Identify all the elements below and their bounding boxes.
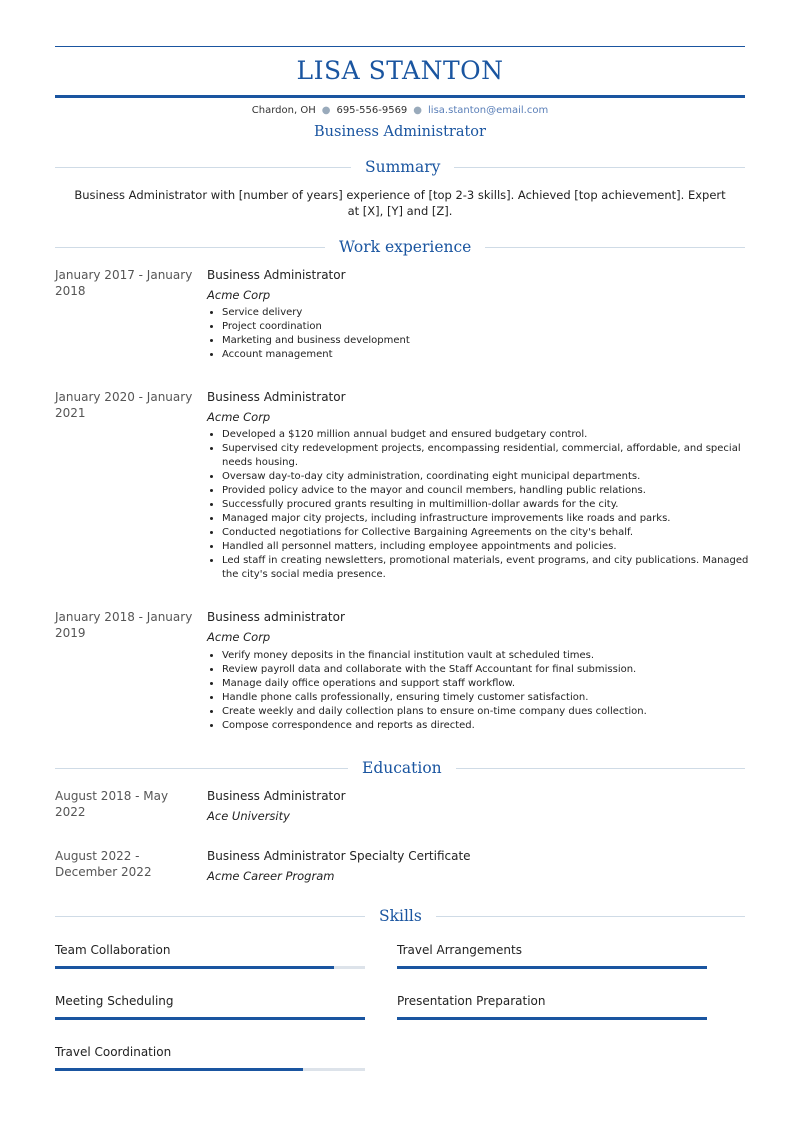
section-title: Summary [351,157,454,177]
list-item: • Account management [222,348,762,362]
skill-label: Team Collaboration [55,943,171,957]
list-item: • Compose correspondence and reports as directed. [222,719,762,733]
work-role: Business Administrator [207,390,346,404]
skill-bar-fill [397,966,707,969]
section-header-summary [55,157,745,177]
list-item: • Project coordination [222,320,762,334]
section-header-skills [55,906,745,926]
section-header-education [55,758,745,778]
separator-dot-icon: ● [321,105,331,116]
section-title: Work experience [325,237,485,257]
work-org: Acme Corp [207,288,271,302]
list-item: • Successfully procured grants resulting in multimillion-dollar awards for the city. [222,498,762,512]
contact-line [0,105,800,116]
list-item: • Service delivery [222,306,762,320]
skill-bar-track [55,966,365,969]
skill-label: Meeting Scheduling [55,994,174,1008]
work-org: Acme Corp [207,410,271,424]
email-link[interactable]: lisa.stanton@email.com [428,105,549,116]
skill-item [397,942,707,958]
work-date: January 2017 - January 2018 [55,268,193,298]
skill-bar-fill [55,1017,365,1020]
list-item: • Supervised city redevelopment projects, encompassing residential, commercial, affordable, and special needs housing. [222,442,762,470]
list-item: • Review payroll data and collaborate with the Staff Accountant for final submission. [222,663,762,677]
work-date: January 2020 - January 2021 [55,390,193,420]
list-item: • Verify money deposits in the financial institution vault at scheduled times. [222,649,762,663]
phone: 695-556-9569 [336,105,408,116]
list-item: • Create weekly and daily collection plans to ensure on-time company dues collection. [222,705,762,719]
education-date: August 2022 - December 2022 [55,849,152,879]
skill-bar-fill [55,966,334,969]
education-school: Ace University [207,809,290,823]
education-date: August 2018 - May 2022 [55,789,169,819]
skill-bar-track [397,966,707,969]
skill-label: Presentation Preparation [397,994,546,1008]
top-rule [55,46,745,47]
section-header-work [55,237,745,257]
summary-text: Business Administrator with [number of years] experience of [top 2-3 skills]. Achieved [top achievement]. Expert at [X], [Y] and [Z]. [74,188,726,218]
work-bullets [207,428,762,582]
work-role: Business administrator [207,610,345,624]
work-org: Acme Corp [207,630,271,644]
skill-bar-track [55,1017,365,1020]
skill-label: Travel Arrangements [397,943,522,957]
skill-bar-fill [55,1068,303,1071]
job-title: Business Administrator [314,124,486,140]
list-item: • Oversaw day-to-day city administration, coordinating eight municipal departments. [222,470,762,484]
skill-item [397,993,707,1009]
list-item: • Managed major city projects, including infrastructure improvements like roads and parks. [222,512,762,526]
list-item: • Provided policy advice to the mayor and council members, handling public relations. [222,484,762,498]
list-item: • Manage daily office operations and support staff workflow. [222,677,762,691]
work-bullets [207,649,762,733]
skill-bar-fill [397,1017,707,1020]
section-title: Education [348,758,456,778]
skill-label: Travel Coordination [55,1045,172,1059]
list-item: • Developed a $120 million annual budget and ensured budgetary control. [222,428,762,442]
candidate-name: LISA STANTON [296,56,504,85]
skill-bar-track [397,1017,707,1020]
separator-dot-icon: ● [413,105,423,116]
education-degree: Business Administrator Specialty Certificate [207,849,471,863]
list-item: • Led staff in creating newsletters, promotional materials, event programs, and city publications. Managed the city's social media presence. [222,554,762,582]
work-date: January 2018 - January 2019 [55,610,193,640]
skill-item [55,993,365,1009]
location: Chardon, OH [251,105,316,116]
skill-bar-track [55,1068,365,1071]
list-item: • Marketing and business development [222,334,762,348]
list-item: • Handled all personnel matters, including employee appointments and policies. [222,540,762,554]
skill-item [55,942,365,958]
section-title: Skills [365,906,436,926]
list-item: • Handle phone calls professionally, ensuring timely customer satisfaction. [222,691,762,705]
list-item: • Conducted negotiations for Collective Bargaining Agreements on the city's behalf. [222,526,762,540]
name-rule [55,95,745,98]
skill-item [55,1044,365,1060]
work-role: Business Administrator [207,268,346,282]
education-school: Acme Career Program [207,869,335,883]
work-bullets [207,306,762,362]
education-degree: Business Administrator [207,789,346,803]
